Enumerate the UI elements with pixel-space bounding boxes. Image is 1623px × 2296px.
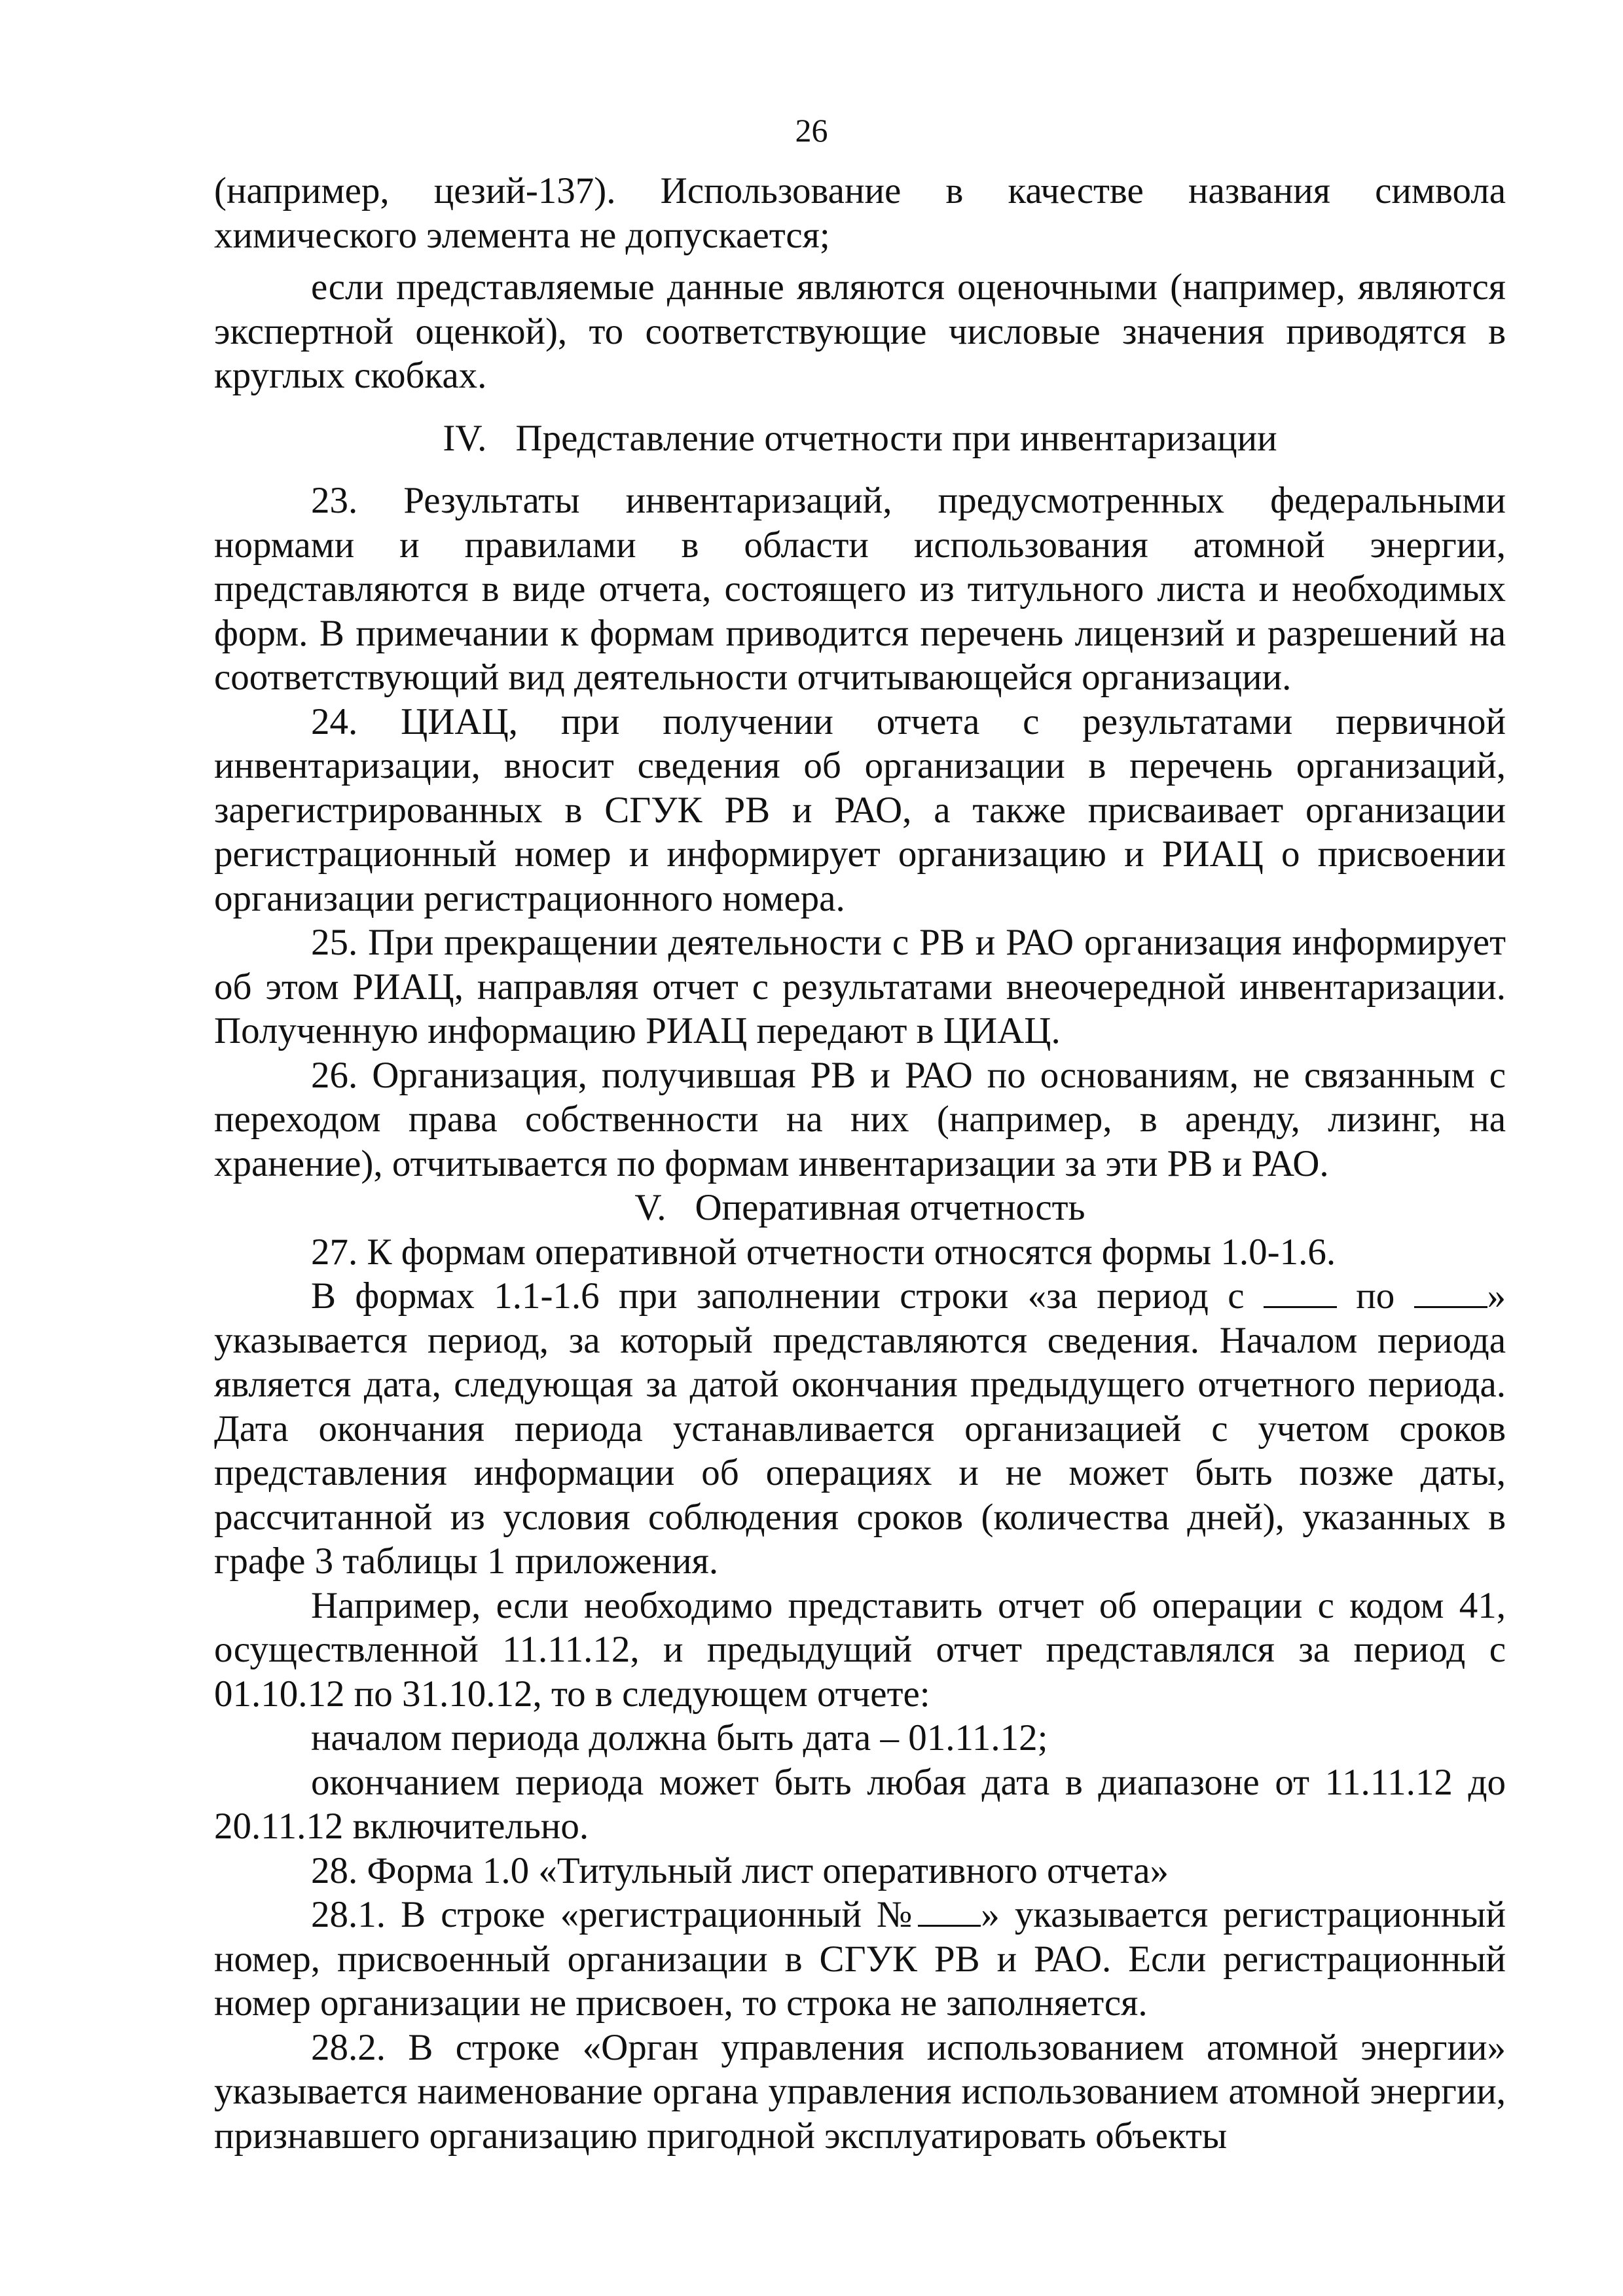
period-text-start: В формах 1.1-1.6 при заполнении строки «за период с <box>311 1275 1245 1317</box>
blank-line-from <box>1264 1277 1337 1308</box>
paragraph-27-period <box>214 1274 1506 1584</box>
period-text-end: » указывается период, за который представляются сведения. Началом периода является дата, следующая за датой окончания предыдущего отчетного периода. Дата окончания периода устанавливается организацией с учетом сроков представления информации об операциях и не может быть позже даты, рассчитанной из условия соблюдения сроков (количества дней), указанных в графе 3 таблицы 1 приложения. <box>214 1275 1506 1582</box>
paragraph-estimates: если представляемые данные являются оценочными (например, являются экспертной оценкой), то соответствующие числовые значения приводятся в круглых скобках. <box>214 266 1506 396</box>
blank-line-to <box>1414 1277 1487 1308</box>
blank-line-reg-number <box>918 1896 981 1927</box>
document-body <box>214 169 1506 2158</box>
paragraph-continuation: (например, цезий-137). Использование в качестве названия символа химического элемента не допускается; <box>214 170 1506 256</box>
section-heading-5 <box>214 1186 1506 1230</box>
page-number: 26 <box>795 112 828 149</box>
paragraph-period-end: окончанием периода может быть любая дата в диапазоне от 11.11.12 до 20.11.12 включительно. <box>214 1761 1506 1847</box>
paragraph-24: 24. ЦИАЦ, при получении отчета с результатами первичной инвентаризации, вносит сведения об организации в перечень организаций, зарегистрированных в СГУК РВ и РАО, а также присваивает организации регистрационный номер и информирует организацию и РИАЦ о присвоении организации регистрационного номера. <box>214 701 1506 919</box>
section-title: Представление отчетности при инвентаризации <box>515 417 1277 459</box>
section-title: Оперативная отчетность <box>695 1187 1085 1228</box>
paragraph-23: 23. Результаты инвентаризаций, предусмотренных федеральными нормами и правилами в области использования атомной энергии, представляются в виде отчета, состоящего из титульного листа и необходимых форм. В примечании к формам приводится перечень лицензий и разрешений на соответствующий вид деятельности отчитывающейся организации. <box>214 480 1506 698</box>
paragraph-27: 27. К формам оперативной отчетности относятся формы 1.0-1.6. <box>311 1231 1336 1273</box>
paragraph-example: Например, если необходимо представить отчет об операции с кодом 41, осуществленной 11.11.12, и предыдущий отчет представлялся за период с 01.10.12 по 31.10.12, то в следующем отчете: <box>214 1584 1506 1715</box>
reg-text-start: 28.1. В строке «регистрационный № <box>311 1894 919 1935</box>
period-text-mid: по <box>1356 1275 1395 1317</box>
paragraph-26: 26. Организация, получившая РВ и РАО по основаниям, не связанным с переходом права собственности на них (например, в аренду, лизинг, на хранение), отчитывается по формам инвентаризации за эти РВ и РАО. <box>214 1054 1506 1184</box>
section-heading-4 <box>214 416 1506 461</box>
paragraph-25: 25. При прекращении деятельности с РВ и РАО организация информирует об этом РИАЦ, направляя отчет с результатами внеочередной инвентаризации. Полученную информацию РИАЦ передают в ЦИАЦ. <box>214 922 1506 1051</box>
paragraph-28-2: 28.2. В строке «Орган управления использованием атомной энергии» указывается наименование органа управления использованием атомной энергии, признавшего организацию пригодной эксплуатировать объекты <box>214 2026 1506 2157</box>
paragraph-28: 28. Форма 1.0 «Титульный лист оперативного отчета» <box>311 1850 1169 1891</box>
paragraph-28-1 <box>214 1893 1506 2026</box>
paragraph-period-start: началом периода должна быть дата – 01.11.12; <box>311 1717 1048 1758</box>
section-number: V. <box>634 1187 666 1228</box>
section-number: IV. <box>443 417 487 459</box>
reg-text-end: » указывается регистрационный номер, присвоенный организации в СГУК РВ и РАО. Если регистрационный номер организации не присвоен, то строка не заполняется. <box>214 1894 1506 2024</box>
